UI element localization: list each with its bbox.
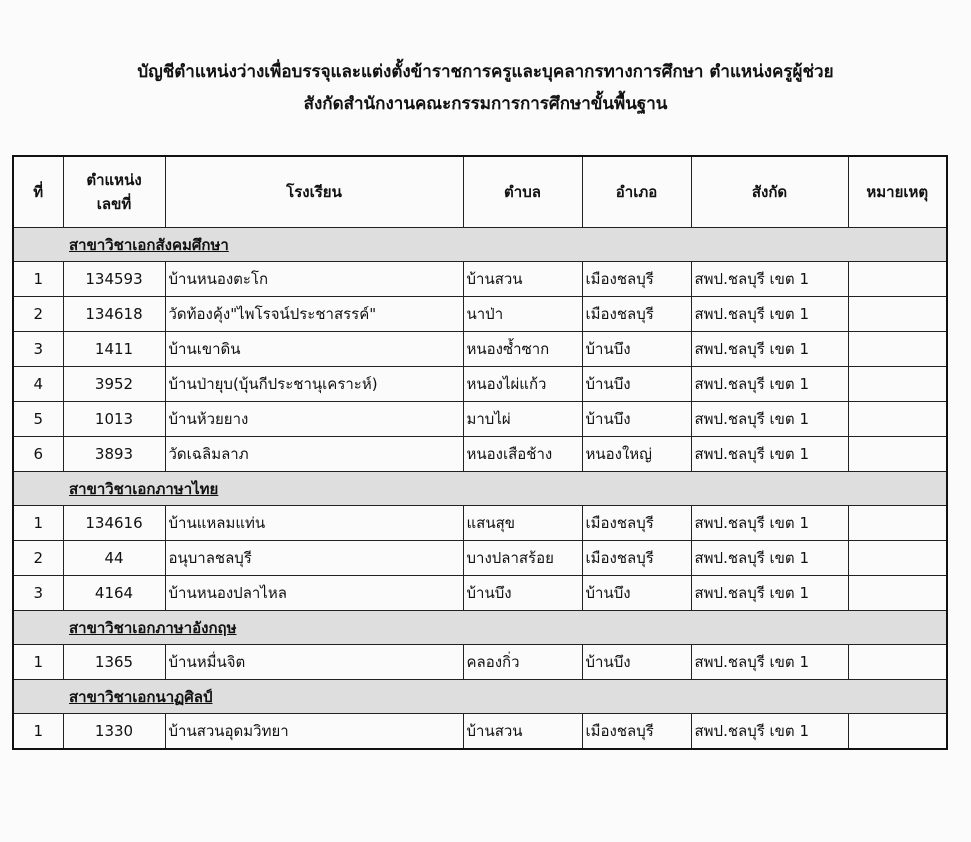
- school: วัดเฉลิมลาภ: [165, 437, 463, 472]
- tambon: แสนสุข: [463, 506, 582, 541]
- note: [848, 262, 947, 297]
- header-amphoe: อำเภอ: [582, 156, 691, 228]
- tambon: หนองไผ่แก้ว: [463, 367, 582, 402]
- vacancy-table: [12, 155, 948, 750]
- note: [848, 332, 947, 367]
- tambon: หนองซ้ำซาก: [463, 332, 582, 367]
- row-no: 3: [13, 576, 63, 611]
- table-row: [13, 437, 947, 472]
- office: สพป.ชลบุรี เขต 1: [691, 506, 848, 541]
- position-number: 134593: [63, 262, 165, 297]
- school: วัดท้องคุ้ง"ไพโรจน์ประชาสรรค์": [165, 297, 463, 332]
- note: [848, 645, 947, 680]
- office: สพป.ชลบุรี เขต 1: [691, 645, 848, 680]
- row-no: 1: [13, 506, 63, 541]
- table-row: [13, 402, 947, 437]
- amphoe: บ้านบึง: [582, 332, 691, 367]
- row-no: 1: [13, 645, 63, 680]
- section-row: [13, 680, 947, 714]
- tambon: นาป่า: [463, 297, 582, 332]
- office: สพป.ชลบุรี เขต 1: [691, 541, 848, 576]
- office: สพป.ชลบุรี เขต 1: [691, 262, 848, 297]
- note: [848, 506, 947, 541]
- position-number: 134618: [63, 297, 165, 332]
- header-no: ที่: [13, 156, 63, 228]
- school: บ้านป่ายุบ(บุ้นกีประชานุเคราะห์): [165, 367, 463, 402]
- tambon: บ้านสวน: [463, 714, 582, 750]
- row-no: 2: [13, 297, 63, 332]
- table-row: [13, 714, 947, 750]
- table-row: [13, 332, 947, 367]
- header-position-line2: เลขที่: [96, 195, 132, 213]
- row-no: 4: [13, 367, 63, 402]
- school: บ้านสวนอุดมวิทยา: [165, 714, 463, 750]
- section-title: สาขาวิชาเอกภาษาอังกฤษ: [13, 611, 947, 645]
- amphoe: บ้านบึง: [582, 367, 691, 402]
- position-number: 1013: [63, 402, 165, 437]
- amphoe: บ้านบึง: [582, 402, 691, 437]
- row-no: 2: [13, 541, 63, 576]
- amphoe: เมืองชลบุรี: [582, 714, 691, 750]
- row-no: 6: [13, 437, 63, 472]
- row-no: 3: [13, 332, 63, 367]
- note: [848, 367, 947, 402]
- tambon: บางปลาสร้อย: [463, 541, 582, 576]
- position-number: 1365: [63, 645, 165, 680]
- header-tambon: ตำบล: [463, 156, 582, 228]
- school: บ้านแหลมแท่น: [165, 506, 463, 541]
- position-number: 1330: [63, 714, 165, 750]
- school: บ้านหนองตะโก: [165, 262, 463, 297]
- header-position-line1: ตำแหน่ง: [86, 171, 142, 189]
- header-position: [63, 156, 165, 228]
- office: สพป.ชลบุรี เขต 1: [691, 367, 848, 402]
- tambon: คลองกิ่ว: [463, 645, 582, 680]
- tambon: บ้านสวน: [463, 262, 582, 297]
- position-number: 134616: [63, 506, 165, 541]
- table-row: [13, 576, 947, 611]
- section-row: [13, 611, 947, 645]
- office: สพป.ชลบุรี เขต 1: [691, 714, 848, 750]
- table-row: [13, 645, 947, 680]
- section-row: [13, 228, 947, 262]
- office: สพป.ชลบุรี เขต 1: [691, 332, 848, 367]
- note: [848, 437, 947, 472]
- school: อนุบาลชลบุรี: [165, 541, 463, 576]
- school: บ้านห้วยยาง: [165, 402, 463, 437]
- table-row: [13, 297, 947, 332]
- school: บ้านเขาดิน: [165, 332, 463, 367]
- row-no: 1: [13, 262, 63, 297]
- amphoe: เมืองชลบุรี: [582, 506, 691, 541]
- note: [848, 541, 947, 576]
- tambon: มาบไผ่: [463, 402, 582, 437]
- position-number: 44: [63, 541, 165, 576]
- section-title: สาขาวิชาเอกภาษาไทย: [13, 472, 947, 506]
- note: [848, 402, 947, 437]
- section-title: สาขาวิชาเอกนาฏศิลป์: [13, 680, 947, 714]
- amphoe: เมืองชลบุรี: [582, 297, 691, 332]
- header-note: หมายเหตุ: [848, 156, 947, 228]
- header-school: โรงเรียน: [165, 156, 463, 228]
- note: [848, 714, 947, 750]
- position-number: 4164: [63, 576, 165, 611]
- amphoe: เมืองชลบุรี: [582, 262, 691, 297]
- amphoe: บ้านบึง: [582, 645, 691, 680]
- section-row: [13, 472, 947, 506]
- table-row: [13, 367, 947, 402]
- position-number: 3952: [63, 367, 165, 402]
- document-subtitle: สังกัดสำนักงานคณะกรรมการการศึกษาขั้นพื้นฐาน: [303, 94, 668, 114]
- position-number: 1411: [63, 332, 165, 367]
- section-title: สาขาวิชาเอกสังคมศึกษา: [13, 228, 947, 262]
- office: สพป.ชลบุรี เขต 1: [691, 297, 848, 332]
- amphoe: เมืองชลบุรี: [582, 541, 691, 576]
- tambon: หนองเสือช้าง: [463, 437, 582, 472]
- position-number: 3893: [63, 437, 165, 472]
- table-header: [13, 156, 947, 228]
- table-row: [13, 541, 947, 576]
- note: [848, 576, 947, 611]
- note: [848, 297, 947, 332]
- tambon: บ้านบึง: [463, 576, 582, 611]
- table-row: [13, 506, 947, 541]
- office: สพป.ชลบุรี เขต 1: [691, 402, 848, 437]
- table-row: [13, 262, 947, 297]
- row-no: 5: [13, 402, 63, 437]
- header-office: สังกัด: [691, 156, 848, 228]
- office: สพป.ชลบุรี เขต 1: [691, 576, 848, 611]
- office: สพป.ชลบุรี เขต 1: [691, 437, 848, 472]
- row-no: 1: [13, 714, 63, 750]
- school: บ้านหมื่นจิต: [165, 645, 463, 680]
- document-title: บัญชีตำแหน่งว่างเพื่อบรรจุและแต่งตั้งข้าราชการครูและบุคลากรทางการศึกษา ตำแหน่งครูผู้ช่วย: [137, 62, 834, 82]
- school: บ้านหนองปลาไหล: [165, 576, 463, 611]
- amphoe: หนองใหญ่: [582, 437, 691, 472]
- amphoe: บ้านบึง: [582, 576, 691, 611]
